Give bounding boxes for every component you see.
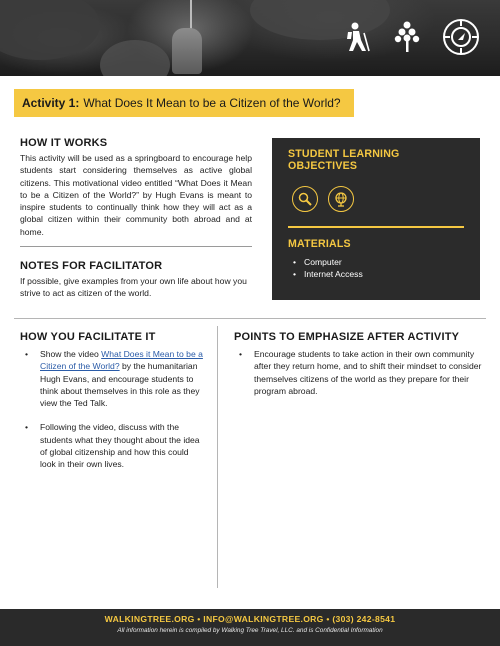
objective-icons (292, 186, 464, 212)
page-footer (0, 609, 500, 646)
facilitate-list (20, 348, 205, 471)
photo-foliage (100, 40, 170, 76)
materials-list (288, 256, 464, 281)
materials-block (288, 238, 464, 281)
notes-text: If possible, give examples from your own life about how you strive to act as citizen of the world. (20, 276, 247, 299)
header-photo (0, 0, 500, 76)
how-it-works-text: This activity will be used as a springboard to encourage help students start considering themselves as active global citizens. This motivational video entitled “What Does it Mean to be a Citizen of the World?” by Hugh Evans is meant to inspire students to continually think how they will act as a global citizen within their community both abroad and at home. (20, 153, 252, 237)
activity-label: Activity 1: (22, 96, 80, 110)
video-link[interactable]: What Does it Mean to be a Citizen of the World? (40, 349, 203, 372)
how-you-facilitate-section (20, 331, 205, 471)
points-to-emphasize-section (234, 331, 484, 397)
list-item: • Following the video, discuss with the students what they thought about the idea of global citizenship and how this could look in their own lives. (20, 421, 205, 470)
activity-title-banner (14, 89, 354, 117)
section-divider (14, 318, 486, 319)
tree-icon (394, 21, 420, 53)
learning-objectives-panel (272, 138, 480, 300)
how-it-works-section (20, 137, 252, 238)
objectives-heading: STUDENT LEARNING OBJECTIVES (288, 148, 400, 172)
magnifier-icon (292, 186, 318, 212)
photo-foliage (0, 0, 100, 60)
bullet-text: Show the video (40, 349, 102, 359)
hiker-icon (342, 21, 372, 53)
column-divider (217, 326, 218, 588)
notes-heading: NOTES FOR FACILITATOR (20, 260, 163, 272)
facilitate-heading: HOW YOU FACILITATE IT (20, 331, 156, 343)
emphasize-list (234, 348, 484, 397)
footer-legal: All information herein is compiled by Walking Tree Travel, LLC. and is Confidential Information (117, 627, 383, 634)
panel-divider (288, 226, 464, 228)
list-item: • Computer (304, 256, 464, 269)
how-it-works-heading: HOW IT WORKS (20, 137, 108, 149)
notes-for-facilitator-section (20, 260, 252, 300)
materials-heading: MATERIALS (288, 237, 351, 250)
activity-title: What Does It Mean to be a Citizen of the World? (83, 96, 341, 110)
list-item: • Internet Access (304, 268, 464, 281)
bullet-text: by the humanitarian Hugh Evans, and encourage students to think about themselves in this role as they view the Ted Talk. (40, 361, 200, 409)
globe-icon (328, 186, 354, 212)
photo-person (172, 28, 202, 74)
list-item: • Encourage students to take action in their own community after they return home, and to shift their mindset to consider themselves citizens of the world as they prepare for their program abroad. (234, 348, 484, 397)
emphasize-heading: POINTS TO EMPHASIZE AFTER ACTIVITY (234, 331, 460, 343)
section-divider (20, 246, 252, 247)
footer-contact: WALKINGTREE.ORG • INFO@WALKINGTREE.ORG • (303) 242-8541 (104, 614, 396, 624)
compass-target-icon (442, 18, 480, 56)
header-icons (342, 18, 480, 56)
list-item (20, 348, 205, 409)
photo-zipline (190, 0, 192, 30)
